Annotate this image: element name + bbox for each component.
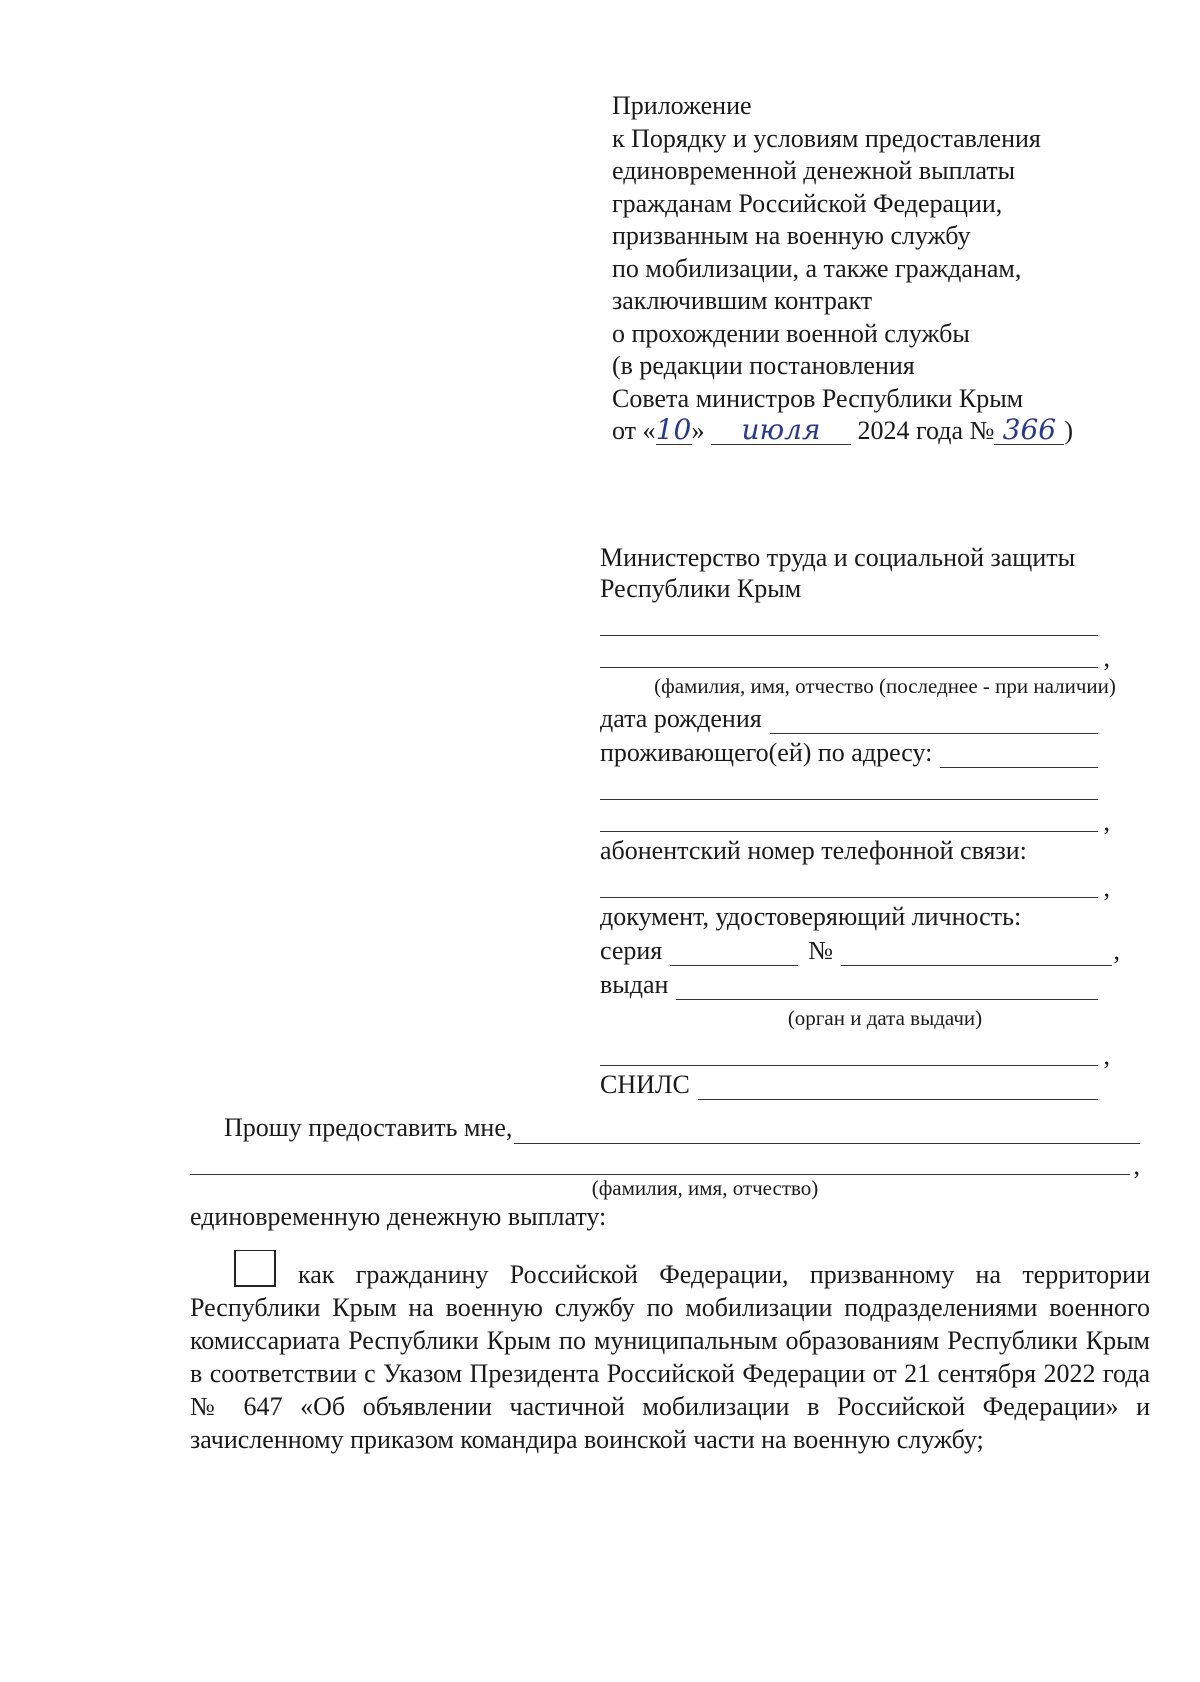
appendix-line: гражданам Российской Федерации, [612,188,1003,218]
fio-field-2[interactable] [600,636,1098,668]
appendix-line: Совета министров Республики Крым [612,383,1024,413]
appendix-line: заключившим контракт [612,286,873,315]
request-fio-note: (фамилия, имя, отчество) [591,1176,819,1200]
request-fio-field-2[interactable] [190,1144,1130,1175]
series-label: серия [600,936,663,965]
date-close: ) [1064,416,1074,445]
date-day-close: » [691,416,705,445]
series-row [600,934,1120,966]
address-field[interactable] [940,741,1098,768]
payment-text: единовременную денежную выплату: [190,1202,607,1231]
option-checkbox[interactable] [234,1250,276,1287]
request-row [190,1112,1140,1144]
snils-label: СНИЛС [600,1070,690,1099]
series-field[interactable] [670,939,798,966]
fio-note: (фамилия, имя, отчество (последнее - при наличии) [654,674,1116,698]
resolution-date-line [612,415,1132,448]
birth-date-field[interactable] [770,707,1098,734]
snils-row [600,1068,1120,1100]
request-block [190,1112,1140,1233]
appendix-header [612,90,1132,448]
appendix-line: призванным на военную службу [612,221,971,250]
address-label: проживающего(ей) по адресу: [600,738,933,767]
number-label: № [808,936,834,965]
issued-row [600,968,1120,1000]
issued-label: выдан [600,970,669,999]
handwritten-day: 10 [655,413,692,446]
address-field-2[interactable] [600,768,1098,800]
addressee-line2: Республики Крым [600,574,802,603]
comma-mark: , [1113,936,1120,965]
snils-field[interactable] [698,1073,1098,1100]
issued-field[interactable] [676,973,1098,1000]
date-year-text: 2024 года № [857,416,995,445]
appendix-line: о прохождении военной службы [612,318,970,348]
handwritten-number: 366 [994,416,1064,445]
appendix-line: (в редакции постановления [612,351,915,380]
option-text: как гражданину Российской Федерации, призванному на территории Республики Крым на военную службу по мобилизации подразделениями военного комиссариата Республики Крым по муниципальным образованиям Республики Крым в соответствии с Указом Президента Российской Федерации от 21 сентября 2022 года № 647 «Об объявлении частичной мобилизации в Российской Федерации» и зачисленному приказом командира воинской части на военную службу; [190,1260,1150,1454]
request-fio-field[interactable] [514,1117,1140,1144]
birth-label: дата рождения [600,704,762,733]
appendix-line: по мобилизации, а также гражданам, [612,253,1022,283]
issued-note: (орган и дата выдачи) [787,1006,983,1030]
doc-row [600,900,1120,932]
issued-field-2[interactable] [600,1034,1098,1066]
appendix-line: Приложение [612,91,752,120]
addressee-line1: Министерство труда и социальной защиты [600,543,1076,572]
request-text: Прошу предоставить мне, [224,1113,513,1142]
addressee-block [600,542,1120,1100]
phone-row [600,834,1120,866]
option-paragraph [190,1250,1150,1456]
appendix-line: единовременной денежной выплаты [612,156,1016,185]
phone-label: абонентский номер телефонной связи: [600,836,1027,865]
address-field-3[interactable] [600,800,1098,832]
doc-number-field[interactable] [841,939,1111,966]
address-row [600,736,1120,768]
appendix-line: к Порядку и условиям предоставления [612,123,1041,153]
doc-label: документ, удостоверяющий личность: [600,902,1022,931]
handwritten-month: июля [711,416,851,445]
date-prefix: от « [612,416,656,445]
phone-field[interactable] [600,866,1098,898]
birth-row [600,702,1120,734]
fio-field[interactable] [600,604,1098,636]
